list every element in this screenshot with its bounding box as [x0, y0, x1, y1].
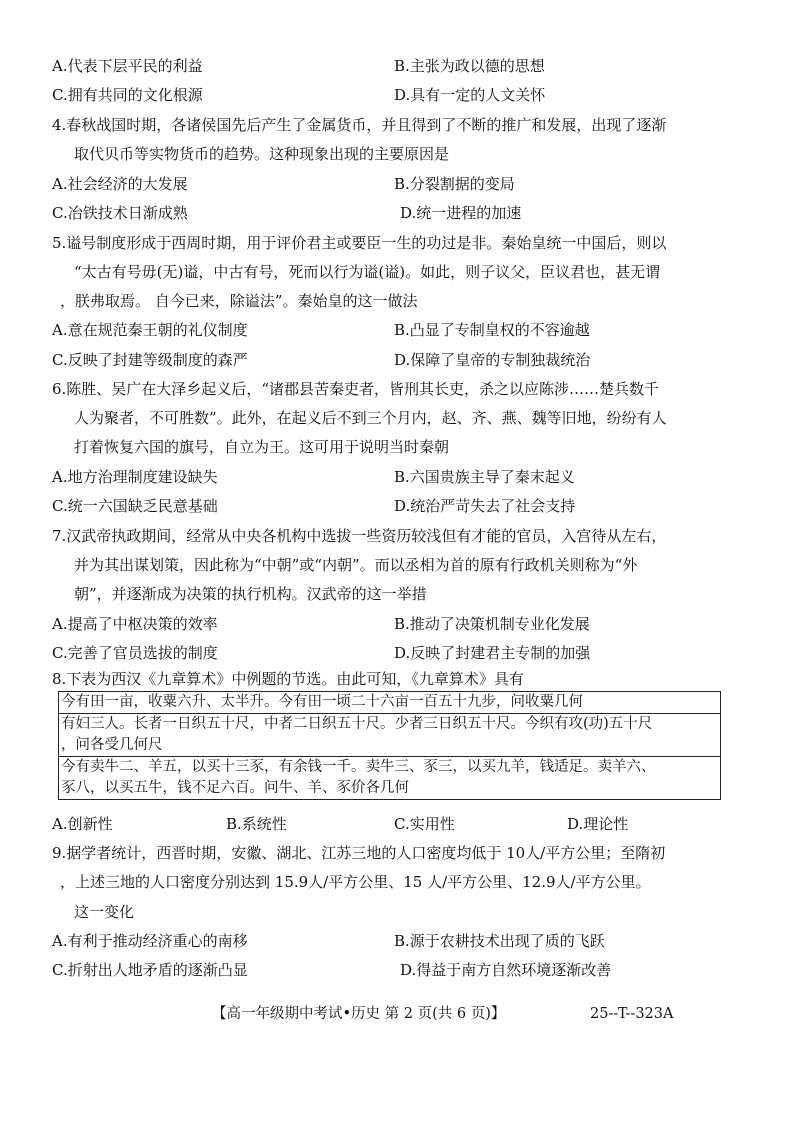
- q8-options-row: [52, 814, 752, 834]
- q3-option-d[interactable]: D.具有一定的人文关怀: [394, 86, 546, 104]
- table-row: [59, 714, 721, 757]
- q9-stem-line-3: 这一变化: [74, 903, 135, 921]
- q4-option-d[interactable]: D.统一进程的加速: [400, 204, 522, 222]
- table-row: [59, 692, 721, 714]
- q4-stem-line-1: 4.春秋战国时期，各诸侯国先后产生了金属货币，并且得到了不断的推广和发展，出现了逐渐: [52, 116, 667, 134]
- q9-options-row-2: [52, 960, 752, 980]
- q4-option-c[interactable]: C.冶铁技术日渐成熟: [52, 204, 188, 222]
- q3-option-a[interactable]: A.代表下层平民的利益: [52, 57, 203, 75]
- q6-stem-line-1: 6.陈胜、吴广在大泽乡起义后，“诸郡县苦秦吏者，皆刑其长吏，杀之以应陈涉……楚兵数千: [52, 380, 659, 398]
- cell-line: 今有卖牛二、羊五，以买十三豕，有余钱一千。卖牛三、豕三，以买九羊，钱适足。卖羊六、: [61, 759, 656, 775]
- q8-option-c[interactable]: C.实用性: [394, 815, 455, 833]
- q5-option-b[interactable]: B.凸显了专制皇权的不容逾越: [394, 321, 590, 339]
- q4-stem-line-2: 取代贝币等实物货币的趋势。这种现象出现的主要原因是: [74, 145, 450, 163]
- q7-options-row-2: [52, 643, 752, 663]
- q7-option-c[interactable]: C.完善了官员选拔的制度: [52, 644, 218, 662]
- q9-stem-line-1: 9.据学者统计，西晋时期，安徽、湖北、江苏三地的人口密度均低于 10人/平方公里；至隋初: [52, 844, 666, 862]
- cell-line: 今有田一亩，收粟六升、太半升。今有田一顷二十六亩一百五十九步，问收粟几何: [61, 694, 583, 710]
- footer-title: 【高一年级期中考试•历史 第 2 页(共 6 页)】: [212, 1006, 506, 1022]
- table-cell: [59, 692, 721, 714]
- q9-stem-line-2: ，上述三地的人口密度分别达到 15.9人/平方公里、15 人/平方公里、12.9人/平方公里。: [60, 873, 651, 891]
- q8-option-d[interactable]: D.理论性: [567, 815, 629, 833]
- footer-code: 25--T--323A: [590, 1006, 674, 1022]
- table-cell: [59, 714, 721, 757]
- q6-option-d[interactable]: D.统治严苛失去了社会支持: [394, 497, 576, 515]
- q6-options-row-1: [52, 467, 752, 487]
- q8-option-a[interactable]: A.创新性: [52, 815, 113, 833]
- cell-line: ，问各受几何尺: [61, 737, 163, 753]
- cell-line: 豕八，以买五牛，钱不足六百。问牛、羊、豕价各几何: [61, 780, 409, 796]
- q6-option-a[interactable]: A.地方治理制度建设缺失: [52, 468, 218, 486]
- q4-option-a[interactable]: A.社会经济的大发展: [52, 175, 188, 193]
- q7-stem-line-3: 朝”，并逐渐成为决策的执行机构。汉武帝的这一举措: [74, 585, 427, 603]
- q5-option-a[interactable]: A.意在规范秦王朝的礼仪制度: [52, 321, 248, 339]
- table-cell: [59, 757, 721, 800]
- q3-options-row-1: [52, 56, 752, 76]
- q5-options-row-2: [52, 350, 752, 370]
- q9-options-row-1: [52, 931, 752, 951]
- q9-option-b[interactable]: B.源于农耕技术出现了质的飞跃: [394, 932, 605, 950]
- q4-options-row-2: [52, 203, 752, 223]
- q5-stem-line-3: ，朕弗取焉。 自今已来，除谥法”。秦始皇的这一做法: [60, 292, 418, 310]
- q9-option-c[interactable]: C.折射出人地矛盾的逐渐凸显: [52, 961, 248, 979]
- q9-option-a[interactable]: A.有利于推动经济重心的南移: [52, 932, 248, 950]
- q6-stem-line-3: 打着恢复六国的旗号，自立为王。这可用于说明当时秦朝: [74, 438, 450, 456]
- q3-option-c[interactable]: C.拥有共同的文化根源: [52, 86, 203, 104]
- q9-option-d[interactable]: D.得益于南方自然环境逐渐改善: [400, 961, 612, 979]
- q4-option-b[interactable]: B.分裂割据的变局: [394, 175, 515, 193]
- q6-stem-line-2: 人为聚者，不可胜数”。此外，在起义后不到三个月内，赵、齐、燕、魏等旧地，纷纷有人: [74, 409, 667, 427]
- q6-option-b[interactable]: B.六国贵族主导了秦末起义: [394, 468, 575, 486]
- q5-stem-line-1: 5.谥号制度形成于西周时期，用于评价君主或要臣一生的功过是非。秦始皇统一中国后，则以: [52, 234, 667, 252]
- q5-options-row-1: [52, 320, 752, 340]
- q8-option-b[interactable]: B.系统性: [226, 815, 287, 833]
- table-row: [59, 757, 721, 800]
- cell-line: 有妇三人。长者一日织五十尺，中者二日织五十尺。少者三日织五十尺。今织有攻(功)五十尺: [61, 716, 653, 732]
- q8-stem: 8.下表为西汉《九章算术》中例题的节选。由此可知，《九章算术》具有: [52, 670, 524, 688]
- q8-excerpt-table: [58, 691, 721, 800]
- q6-options-row-2: [52, 496, 752, 516]
- page-footer: [0, 1003, 793, 1025]
- q7-options-row-1: [52, 614, 752, 634]
- q3-option-b[interactable]: B.主张为政以德的思想: [394, 57, 545, 75]
- q5-option-d[interactable]: D.保障了皇帝的专制独裁统治: [394, 351, 591, 369]
- q7-option-b[interactable]: B.推动了决策机制专业化发展: [394, 615, 590, 633]
- q7-stem-line-1: 7.汉武帝执政期间，经常从中央各机构中选拔一些资历较浅但有才能的官员，入宫待从左右，: [52, 527, 667, 545]
- q7-option-a[interactable]: A.提高了中枢决策的效率: [52, 615, 218, 633]
- q7-stem-line-2: 并为其出谋划策，因此称为“中朝”或“内朝”。而以丞相为首的原有行政机关则称为“外: [74, 556, 638, 574]
- q7-option-d[interactable]: D.反映了封建君主专制的加强: [394, 644, 591, 662]
- q5-stem-line-2: “太古有号毋(无)谥，中古有号，死而以行为谥(谥)。如此，则子议父，臣议君也，甚无谓: [74, 263, 661, 281]
- q5-option-c[interactable]: C.反映了封建等级制度的森严: [52, 351, 248, 369]
- q3-options-row-2: [52, 85, 752, 105]
- q6-option-c[interactable]: C.统一六国缺乏民意基础: [52, 497, 218, 515]
- q4-options-row-1: [52, 174, 752, 194]
